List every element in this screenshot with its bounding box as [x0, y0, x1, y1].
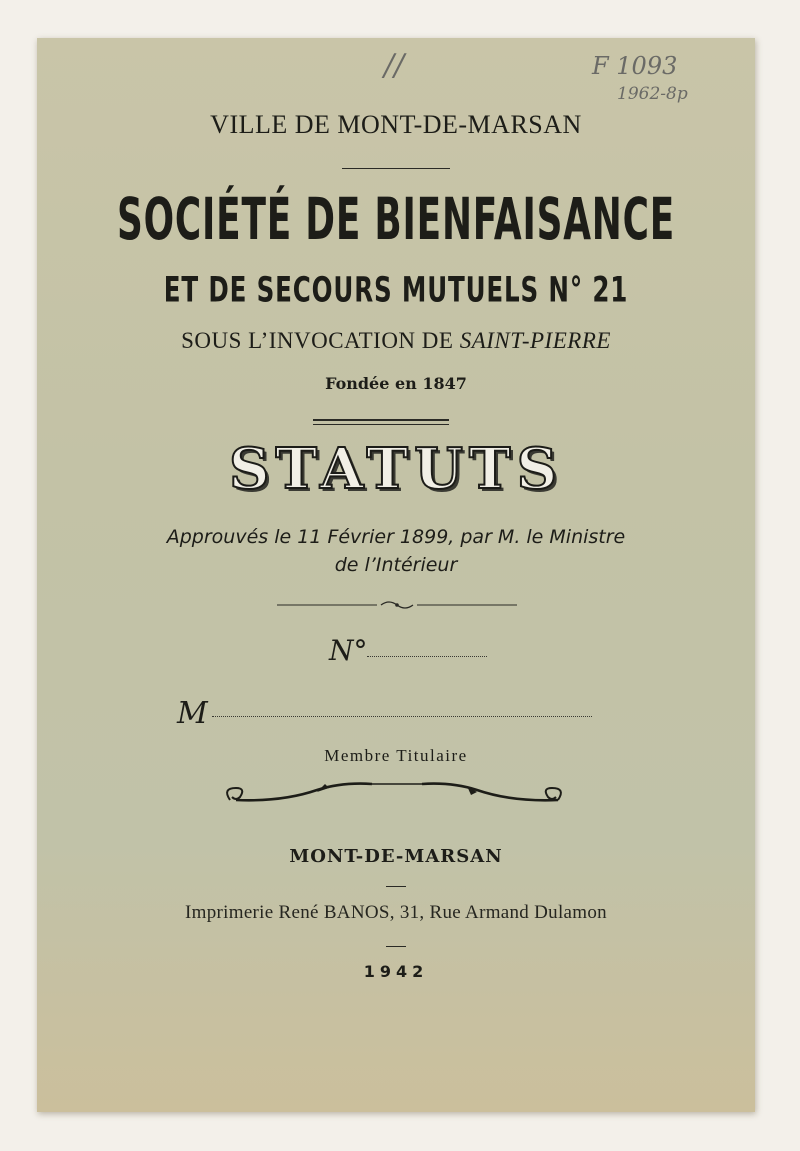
approval-line-2: de l’Intérieur — [334, 554, 458, 576]
invocation-saint: SAINT-PIERRE — [459, 328, 611, 353]
number-fill-line — [367, 656, 487, 657]
approval-line-1: Approuvés le 11 Février 1899, par M. le Ministre — [166, 526, 626, 548]
member-name-label: M — [177, 696, 208, 731]
society-title: SOCIÉTÉ DE BIENFAISANCE — [117, 185, 675, 253]
handwritten-reference-2: 1962-8p — [617, 84, 688, 104]
society-subtitle: ET DE SECOURS MUTUELS N° 21 — [163, 270, 629, 311]
member-role: Membre Titulaire — [324, 746, 468, 765]
handwritten-mark: // — [384, 48, 405, 83]
town-name: VILLE DE MONT-DE-MARSAN — [210, 110, 582, 139]
publication-year: 1942 — [363, 962, 429, 981]
printer-imprint: Imprimerie René BANOS, 31, Rue Armand Dulamon — [185, 902, 607, 923]
double-rule-bottom — [313, 424, 449, 425]
short-divider-2 — [386, 946, 406, 947]
double-rule-top — [313, 419, 449, 421]
booklet-cover — [37, 38, 755, 1112]
number-label: N° — [329, 634, 368, 667]
member-name-fill-line — [212, 716, 592, 717]
small-flourish-divider — [277, 598, 517, 612]
invocation-prefix: SOUS L’INVOCATION DE — [181, 328, 460, 353]
handwritten-reference: F 1093 — [592, 52, 678, 80]
statuts-heading: STATUTS — [228, 436, 564, 502]
founded-date: Fondée en 1847 — [325, 374, 467, 393]
scroll-ornament — [222, 778, 572, 814]
short-divider — [386, 886, 406, 887]
city-name: MONT-DE-MARSAN — [289, 846, 503, 867]
divider — [342, 168, 450, 169]
invocation-line — [37, 328, 755, 354]
